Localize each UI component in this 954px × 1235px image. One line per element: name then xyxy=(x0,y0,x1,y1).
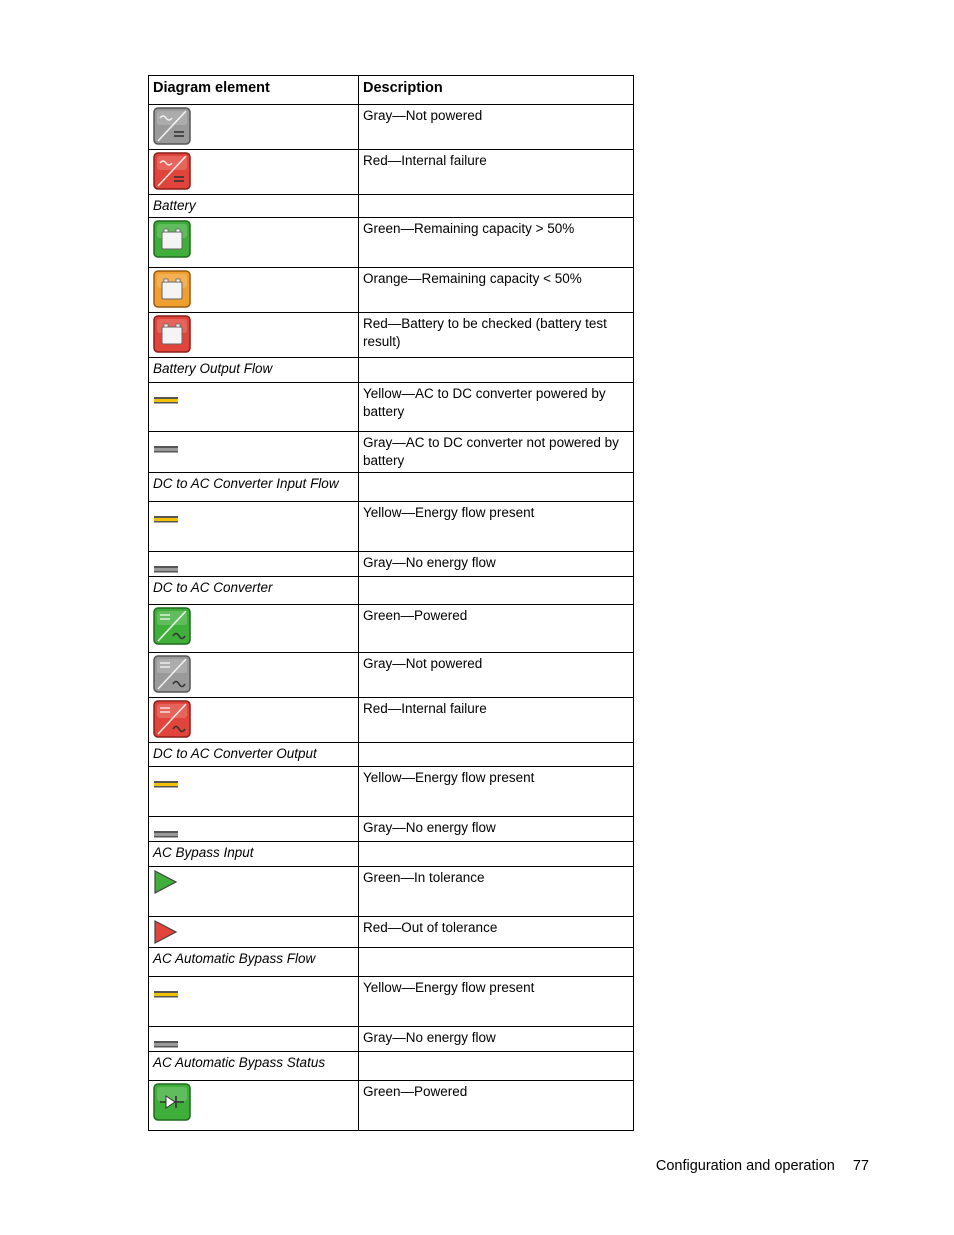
description-cell: Red—Battery to be checked (battery test result) xyxy=(359,313,634,358)
section-label: DC to AC Converter xyxy=(149,577,359,605)
table-row xyxy=(149,698,634,743)
description-cell: Green—Remaining capacity > 50% xyxy=(359,218,634,268)
flow-line-yellow-icon xyxy=(153,779,354,789)
section-row xyxy=(149,1052,634,1081)
description-cell: Gray—No energy flow xyxy=(359,552,634,577)
battery-red-icon xyxy=(153,315,354,355)
converter-dc-ac-gray-icon xyxy=(153,655,354,695)
diagram-element-cell xyxy=(149,698,359,743)
flow-line-yellow-icon xyxy=(153,395,354,405)
diagram-element-cell xyxy=(149,218,359,268)
flow-line-gray-icon xyxy=(153,564,354,574)
description-cell: Orange—Remaining capacity < 50% xyxy=(359,268,634,313)
section-row xyxy=(149,577,634,605)
description-cell: Yellow—Energy flow present xyxy=(359,767,634,817)
converter-ac-dc-gray-icon xyxy=(153,107,354,147)
table-row xyxy=(149,1027,634,1052)
table-row xyxy=(149,867,634,917)
diagram-element-cell xyxy=(149,653,359,698)
section-label: AC Bypass Input xyxy=(149,842,359,867)
diagram-element-cell xyxy=(149,313,359,358)
table-row xyxy=(149,313,634,358)
description-cell xyxy=(359,1052,634,1081)
page-footer xyxy=(656,1158,869,1174)
table-row xyxy=(149,1081,634,1131)
section-row xyxy=(149,195,634,218)
description-cell: Red—Internal failure xyxy=(359,698,634,743)
flow-line-yellow-icon xyxy=(153,989,354,999)
description-cell: Yellow—Energy flow present xyxy=(359,502,634,552)
description-cell: Green—Powered xyxy=(359,605,634,653)
table-row xyxy=(149,917,634,948)
diagram-element-cell xyxy=(149,268,359,313)
section-row xyxy=(149,842,634,867)
description-cell: Green—In tolerance xyxy=(359,867,634,917)
converter-dc-ac-red-icon xyxy=(153,700,354,740)
description-cell xyxy=(359,577,634,605)
battery-green-icon xyxy=(153,220,354,260)
description-cell: Gray—AC to DC converter not powered by battery xyxy=(359,432,634,473)
table-header-row xyxy=(149,76,634,105)
header-description: Description xyxy=(359,76,634,105)
description-cell xyxy=(359,195,634,218)
description-cell xyxy=(359,743,634,767)
description-cell xyxy=(359,473,634,502)
section-label: DC to AC Converter Output xyxy=(149,743,359,767)
section-label: AC Automatic Bypass Flow xyxy=(149,948,359,977)
table-row xyxy=(149,502,634,552)
diagram-element-cell xyxy=(149,867,359,917)
description-cell: Green—Powered xyxy=(359,1081,634,1131)
flow-line-gray-icon xyxy=(153,1039,354,1049)
flow-line-yellow-icon xyxy=(153,514,354,524)
triangle-green-icon xyxy=(153,869,354,895)
flow-line-gray-icon xyxy=(153,829,354,839)
converter-ac-dc-red-icon xyxy=(153,152,354,192)
diagram-element-cell xyxy=(149,383,359,432)
diagram-element-cell xyxy=(149,105,359,150)
description-cell: Yellow—AC to DC converter powered by battery xyxy=(359,383,634,432)
bypass-switch-green-icon xyxy=(153,1083,354,1123)
diagram-element-cell xyxy=(149,917,359,948)
table-row xyxy=(149,105,634,150)
diagram-legend-table xyxy=(148,75,634,1131)
description-cell: Red—Internal failure xyxy=(359,150,634,195)
diagram-element-cell xyxy=(149,1027,359,1052)
description-cell: Gray—No energy flow xyxy=(359,1027,634,1052)
description-cell xyxy=(359,358,634,383)
description-cell: Gray—No energy flow xyxy=(359,817,634,842)
section-row xyxy=(149,948,634,977)
table-row xyxy=(149,218,634,268)
diagram-element-cell xyxy=(149,502,359,552)
battery-orange-icon xyxy=(153,270,354,310)
triangle-red-icon xyxy=(153,919,354,945)
diagram-element-cell xyxy=(149,552,359,577)
diagram-element-cell xyxy=(149,977,359,1027)
section-label: AC Automatic Bypass Status xyxy=(149,1052,359,1081)
table-row xyxy=(149,150,634,195)
table-row xyxy=(149,817,634,842)
description-cell: Red—Out of tolerance xyxy=(359,917,634,948)
diagram-element-cell xyxy=(149,817,359,842)
section-row xyxy=(149,743,634,767)
converter-dc-ac-green-icon xyxy=(153,607,354,647)
section-label: Battery xyxy=(149,195,359,218)
description-cell xyxy=(359,842,634,867)
diagram-element-cell xyxy=(149,432,359,473)
page-number: 77 xyxy=(852,1158,869,1174)
table-row xyxy=(149,977,634,1027)
table-row xyxy=(149,552,634,577)
diagram-element-cell xyxy=(149,767,359,817)
header-diagram-element: Diagram element xyxy=(149,76,359,105)
description-cell xyxy=(359,948,634,977)
section-row xyxy=(149,358,634,383)
table-row xyxy=(149,268,634,313)
diagram-element-cell xyxy=(149,605,359,653)
description-cell: Gray—Not powered xyxy=(359,105,634,150)
section-row xyxy=(149,473,634,502)
footer-section-title: Configuration and operation xyxy=(655,1158,835,1174)
table-row xyxy=(149,605,634,653)
table-row xyxy=(149,383,634,432)
table-row xyxy=(149,767,634,817)
diagram-element-cell xyxy=(149,150,359,195)
diagram-element-cell xyxy=(149,1081,359,1131)
section-label: Battery Output Flow xyxy=(149,358,359,383)
table-row xyxy=(149,653,634,698)
description-cell: Yellow—Energy flow present xyxy=(359,977,634,1027)
section-label: DC to AC Converter Input Flow xyxy=(149,473,359,502)
flow-line-gray-icon xyxy=(153,444,354,454)
table-row xyxy=(149,432,634,473)
description-cell: Gray—Not powered xyxy=(359,653,634,698)
